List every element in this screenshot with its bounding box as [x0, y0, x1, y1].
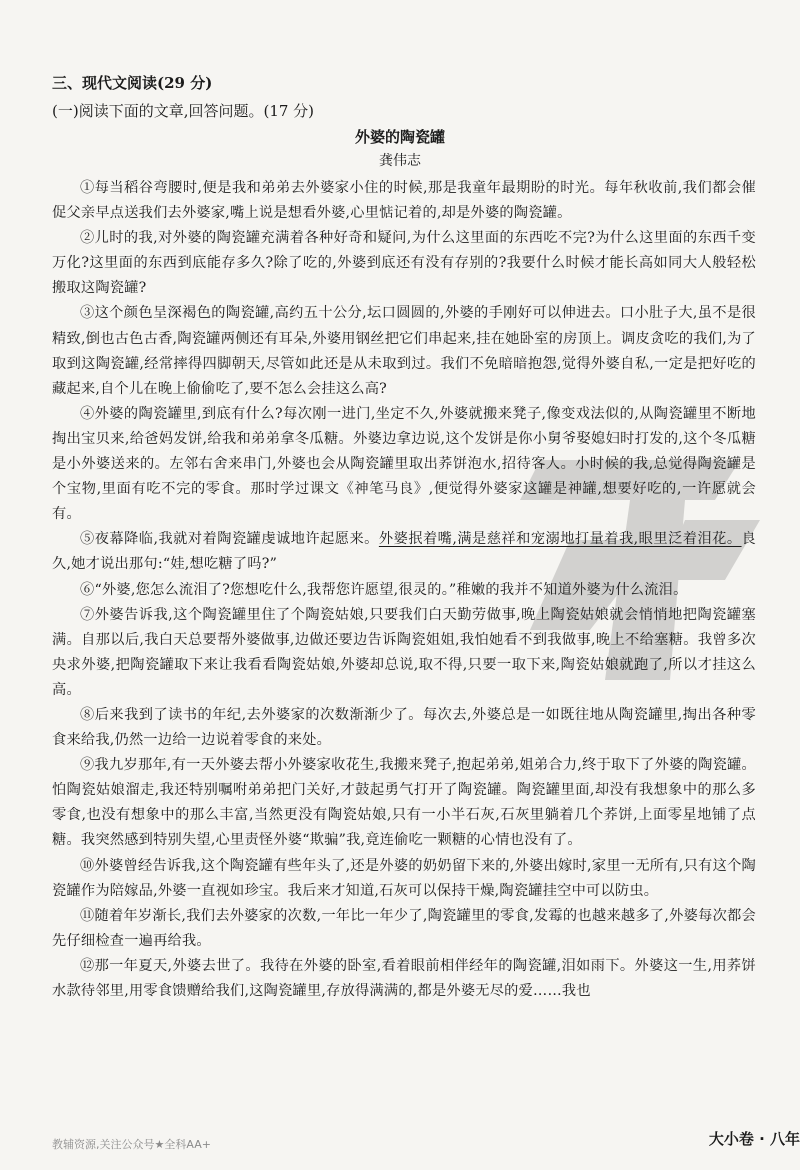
- underlined-sentence: 外婆抿着嘴,满是慈祥和宠溺地打量着我,眼里泛着泪花。: [378, 531, 742, 548]
- footer-page-label: 大小卷 · 八年: [708, 1130, 800, 1148]
- footer-source: 教辅资源,关注公众号★全科AA+: [52, 1138, 211, 1151]
- paragraph-1: ①每当稻谷弯腰时,便是我和弟弟去外婆家小住的时候,那是我童年最期盼的时光。每年秋收前,我们都会催促父亲早点送我们去外婆家,嘴上说是想看外婆,心里惦记着的,却是外婆的陶瓷罐。: [52, 180, 756, 222]
- paragraph-3: ③这个颜色呈深褐色的陶瓷罐,高约五十公分,坛口圆圆的,外婆的手刚好可以伸进去。口小肚子大,虽不是很精致,倒也古色古香,陶瓷罐两侧还有耳朵,外婆用钢丝把它们串起来,挂在她卧室的房顶上。调皮贪吃的我们,为了取到这陶瓷罐,经常摔得四脚朝天,尽管如此还是从未取到过。我们不免暗暗抱怨,觉得外婆自私,一定是把好吃的藏起来,自个儿在晚上偷偷吃了,要不怎么会挂这么高?: [52, 305, 756, 397]
- section-heading: 三、现代文阅读(29 分): [52, 74, 213, 92]
- paragraph-6: ⑥“外婆,您怎么流泪了?您想吃什么,我帮您许愿望,很灵的。”稚嫩的我并不知道外婆为什么流泪。: [80, 581, 688, 598]
- paragraph-11: ⑪随着年岁渐长,我们去外婆家的次数,一年比一年少了,陶瓷罐里的零食,发霉的也越来越多了,外婆每次都会先仔细检查一遍再给我。: [52, 907, 756, 949]
- article-title: 外婆的陶瓷罐: [354, 128, 445, 146]
- paragraph-5-start: ⑤夜幕降临,我就对着陶瓷罐虔诚地许起愿来。: [80, 531, 379, 548]
- paragraph-9: ⑨我九岁那年,有一天外婆去帮小外婆家收花生,我搬来凳子,抱起弟弟,姐弟合力,终于取下了外婆的陶瓷罐。怕陶瓷姑娘溜走,我还特别嘱咐弟弟把门关好,才鼓起勇气打开了陶瓷罐。陶瓷罐里面,却没有我想象中的那么多零食,也没有想象中的那么丰富,当然更没有陶瓷姑娘,只有一小半石灰,石灰里躺着几个荞饼,上面零星地铺了点糖。我突然感到特别失望,心里责怪外婆“欺骗”我,竟连偷吃一颗糖的心情也没有了。: [52, 757, 756, 849]
- paragraph-7: ⑦外婆告诉我,这个陶瓷罐里住了个陶瓷姑娘,只要我们白天勤劳做事,晚上陶瓷姑娘就会悄悄地把陶瓷罐塞满。自那以后,我白天总要帮外婆做事,边做还要边告诉陶瓷姐姐,我怕她看不到我做事,晚上不给塞糖。我曾多次央求外婆,把陶瓷罐取下来让我看看陶瓷姑娘,外婆却总说,取不得,只要一取下来,陶瓷姑娘就跑了,所以才挂这么高。: [52, 606, 756, 698]
- paragraph-5-end: 良久,她才说出那句:“娃,想吃糖了吗?”: [52, 531, 756, 573]
- paragraph-10: ⑩外婆曾经告诉我,这个陶瓷罐有些年头了,还是外婆的奶奶留下来的,外婆出嫁时,家里一无所有,只有这个陶瓷罐作为陪嫁品,外婆一直视如珍宝。我后来才知道,石灰可以保持干燥,陶瓷罐挂空中可以防虫。: [52, 857, 756, 899]
- paragraph-4: ④外婆的陶瓷罐里,到底有什么?每次刚一进门,坐定不久,外婆就搬来凳子,像变戏法似的,从陶瓷罐里不断地掏出宝贝来,给爸妈发饼,给我和弟弟拿冬瓜糖。外婆边拿边说,这个发饼是你小舅爷娶媳妇时打发的,这个冬瓜糖是小外婆送来的。左邻右舍来串门,外婆也会从陶瓷罐里取出荞饼泡水,招待客人。小时候的我,总觉得陶瓷罐是个宝物,里面有吃不完的零食。那时学过课文《神笔马良》,便觉得外婆家这罐是神罐,想要好吃的,一许愿就会有。: [52, 405, 756, 523]
- subsection-heading: (一)阅读下面的文章,回答问题。(17 分): [52, 102, 315, 120]
- paragraph-8: ⑧后来我到了读书的年纪,去外婆家的次数渐渐少了。每次去,外婆总是一如既往地从陶瓷罐里,掏出各种零食来给我,仍然一边给一边说着零食的来处。: [52, 706, 756, 749]
- paragraph-12: ⑫那一年夏天,外婆去世了。我待在外婆的卧室,看着眼前相伴经年的陶瓷罐,泪如雨下。外婆这一生,用荞饼水款待邻里,用零食馈赠给我们,这陶瓷罐里,存放得满满的,都是外婆无尽的爱……我也: [52, 957, 756, 999]
- article-body: [52, 176, 756, 1004]
- paragraph-2: ②儿时的我,对外婆的陶瓷罐充满着各种好奇和疑问,为什么这里面的东西吃不完?为什么这里面的东西千变万化?这里面的东西到底能存多久?除了吃的,外婆到底还有没有存别的?我要什么时候才能长高如同大人般轻松搬取这陶瓷罐?: [52, 230, 756, 297]
- paragraph-5: [52, 527, 756, 577]
- article-author: 龚伟志: [379, 153, 421, 169]
